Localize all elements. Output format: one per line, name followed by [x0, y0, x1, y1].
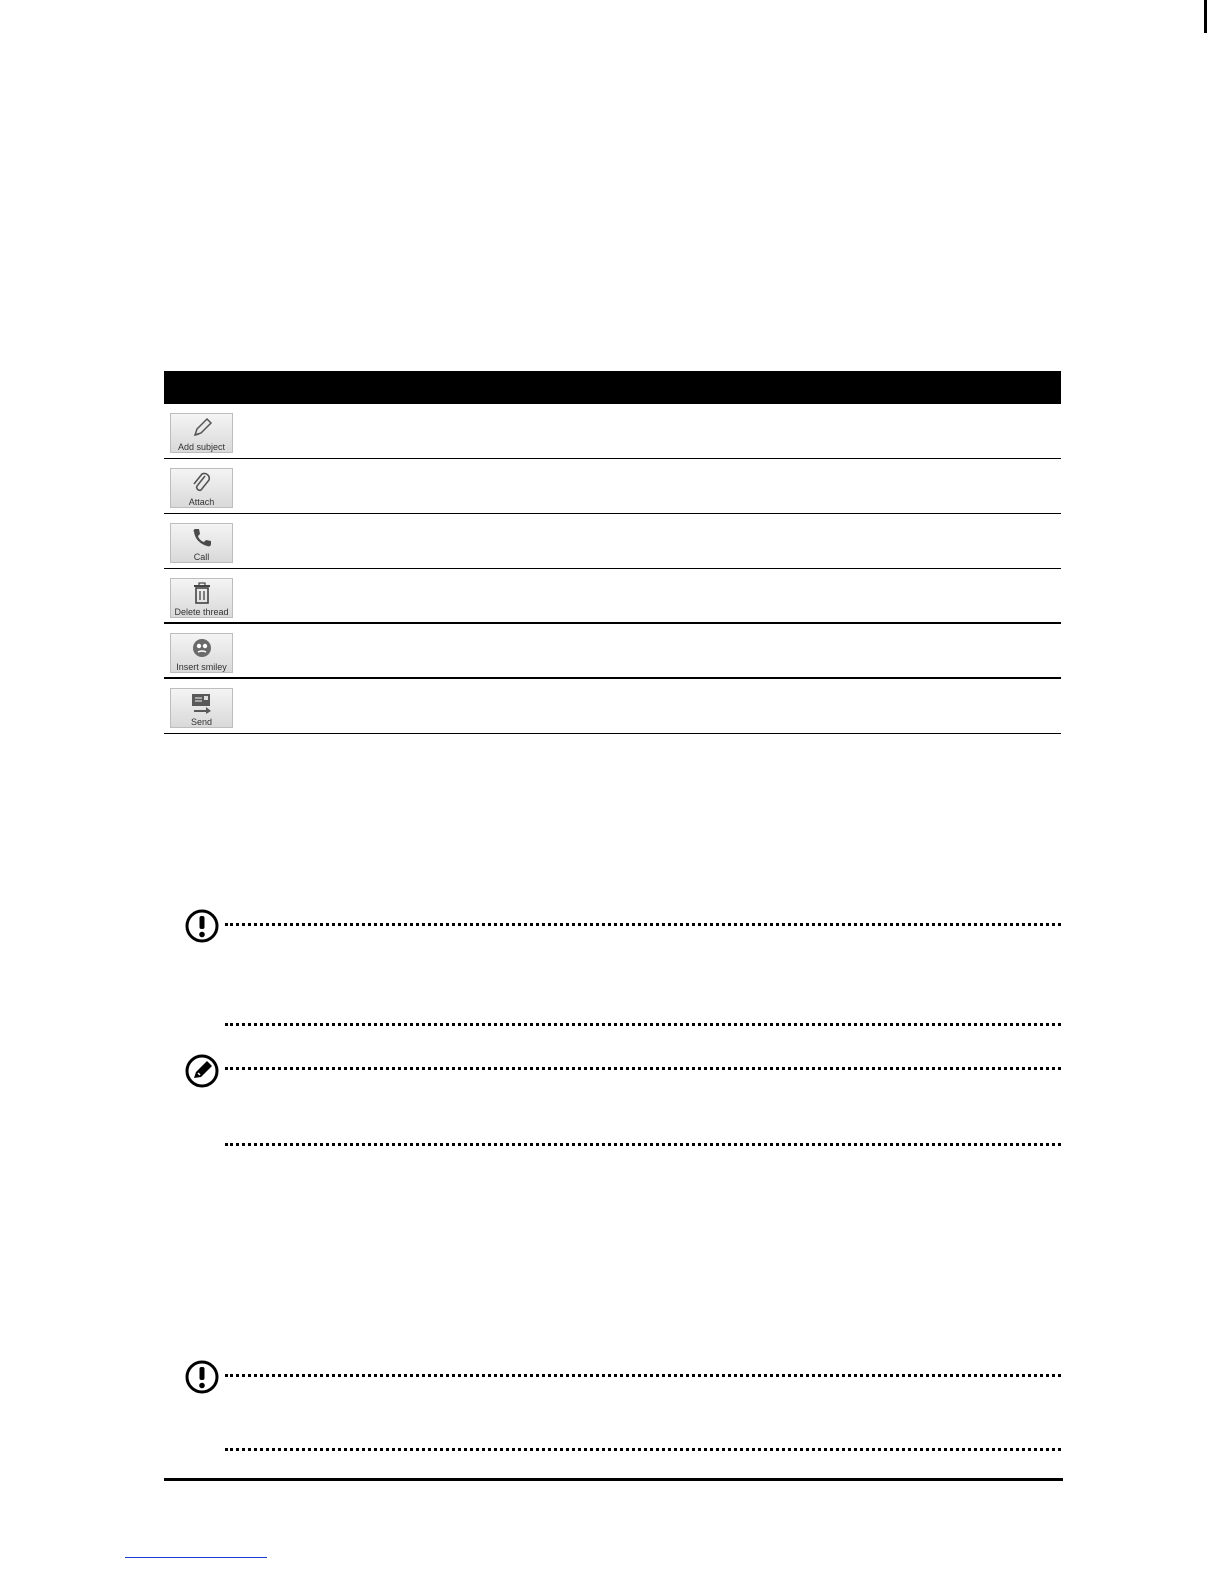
notice-divider — [225, 923, 1061, 926]
insert-smiley-button[interactable] — [170, 633, 233, 673]
warning-icon — [184, 1359, 220, 1400]
phone-icon — [171, 524, 232, 552]
menu-options-table — [164, 371, 1061, 734]
note-icon — [184, 1053, 220, 1094]
send-button[interactable] — [170, 688, 233, 728]
menu-button-label: Send — [190, 717, 213, 727]
table-header — [164, 371, 1061, 404]
notice-divider — [225, 1143, 1061, 1146]
menu-button-label: Attach — [188, 497, 215, 507]
notice-divider — [225, 1448, 1061, 1451]
call-button[interactable] — [170, 523, 233, 563]
notice-divider — [225, 1023, 1061, 1026]
table-row — [164, 514, 1061, 569]
header-rule — [1204, 0, 1207, 33]
menu-button-label: Add subject — [177, 442, 226, 452]
table-row — [164, 459, 1061, 514]
table-row — [164, 679, 1061, 734]
attach-button[interactable] — [170, 468, 233, 508]
notice-divider — [225, 1374, 1061, 1377]
footer-link-underline[interactable] — [125, 1557, 267, 1558]
warning-icon — [184, 908, 220, 949]
menu-button-label: Insert smiley — [176, 662, 227, 672]
table-row — [164, 624, 1061, 679]
delete-thread-button[interactable] — [170, 578, 233, 618]
smiley-icon — [171, 634, 232, 662]
send-icon — [171, 689, 232, 717]
paperclip-icon — [171, 469, 232, 497]
menu-button-label: Delete thread — [174, 607, 229, 617]
menu-button-label: Call — [193, 552, 210, 562]
notice-divider — [225, 1067, 1061, 1070]
trash-icon — [171, 579, 232, 607]
table-row — [164, 404, 1061, 459]
table-row — [164, 569, 1061, 624]
pencil-icon — [171, 414, 232, 442]
footer-rule — [164, 1478, 1063, 1481]
add-subject-button[interactable] — [170, 413, 233, 453]
